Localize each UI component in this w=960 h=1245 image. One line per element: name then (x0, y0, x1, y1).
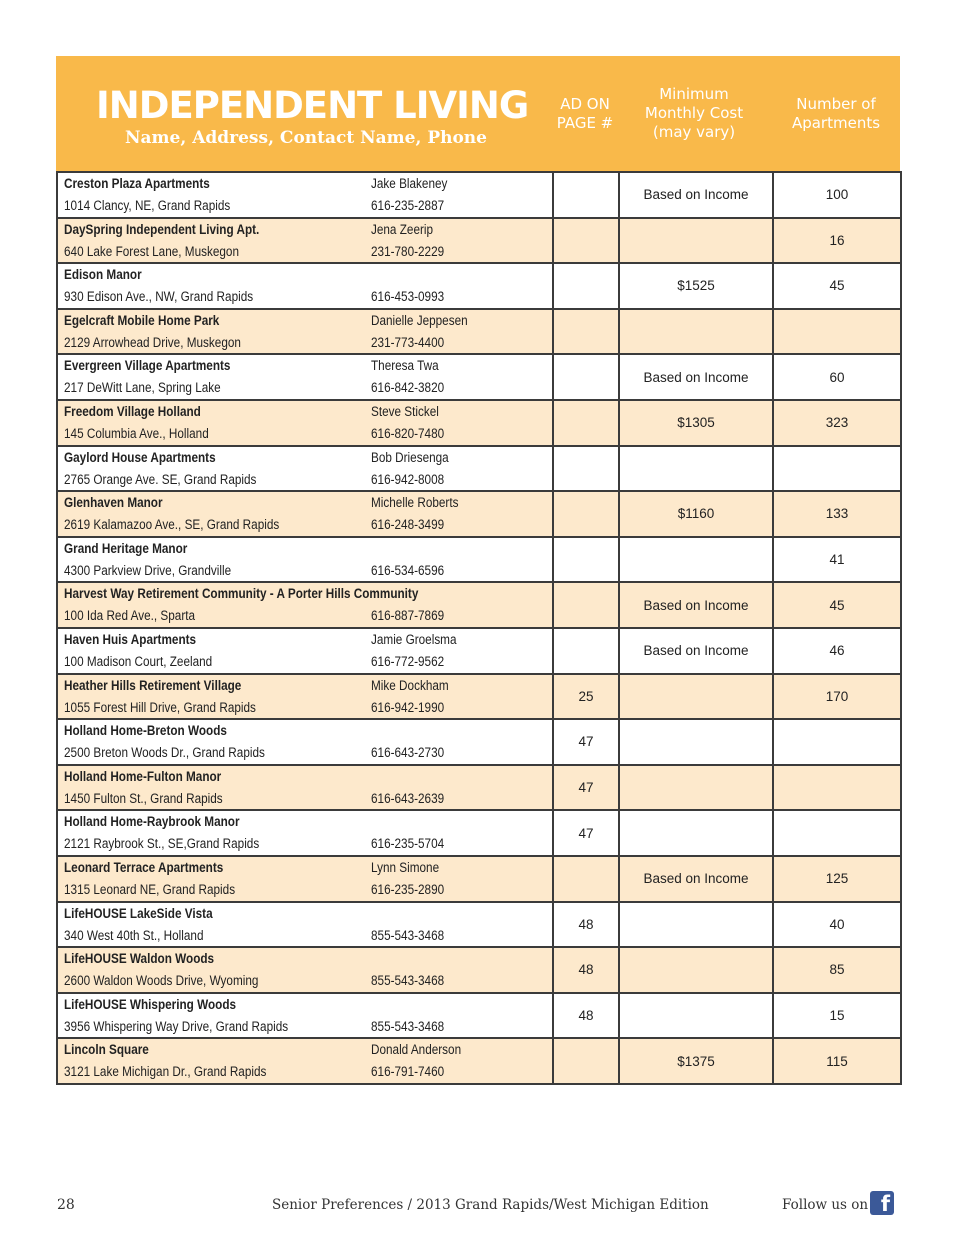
phone-number: 616-248-3499 (371, 517, 445, 533)
column-header-ad-page (553, 56, 617, 171)
monthly-cost-cell: Based on Income (619, 856, 773, 902)
ad-page-cell (553, 537, 619, 583)
monthly-cost-cell (619, 537, 773, 583)
ad-page-cell (553, 172, 619, 218)
apartments-cell (773, 446, 901, 492)
apartments-cell: 100 (773, 172, 901, 218)
column-header-min-cost-line1: Minimum (659, 85, 729, 103)
ad-page-cell (553, 263, 619, 309)
ad-page-cell (553, 354, 619, 400)
phone-number: 616-235-2890 (371, 881, 445, 897)
phone-number: 616-942-8008 (371, 471, 445, 487)
ad-page-cell: 47 (553, 765, 619, 811)
apartments-cell (773, 309, 901, 355)
monthly-cost-cell (619, 947, 773, 993)
facility-address: 2765 Orange Ave. SE, Grand Rapids (64, 471, 257, 487)
facility-name: Holland Home-Breton Woods (64, 723, 227, 739)
monthly-cost-cell: Based on Income (619, 354, 773, 400)
monthly-cost-cell: Based on Income (619, 628, 773, 674)
contact-name: Jena Zeerip (371, 221, 434, 237)
apartments-cell (773, 810, 901, 856)
facility-cell (57, 1038, 553, 1084)
ad-page-cell (553, 218, 619, 264)
monthly-cost-cell (619, 719, 773, 765)
table-row (57, 537, 901, 583)
facility-cell (57, 719, 553, 765)
contact-name: Bob Driesenga (371, 449, 449, 465)
table-row (57, 993, 901, 1039)
phone-number: 616-820-7480 (371, 425, 445, 441)
contact-name: Lynn Simone (371, 859, 440, 875)
facility-name: Haven Huis Apartments (64, 631, 197, 647)
column-header-apartments-line2: Apartments (791, 113, 881, 132)
apartments-cell: 15 (773, 993, 901, 1039)
contact-name: Steve Stickel (371, 403, 439, 419)
facility-address: 930 Edison Ave., NW, Grand Rapids (64, 289, 254, 305)
table-row (57, 719, 901, 765)
facility-name: Grand Heritage Manor (64, 540, 188, 556)
facility-name: Edison Manor (64, 267, 142, 283)
phone-number: 616-235-5704 (371, 836, 445, 852)
facility-address: 100 Ida Red Ave., Sparta (64, 608, 196, 624)
apartments-cell: 85 (773, 947, 901, 993)
phone-number: 616-791-7460 (371, 1064, 445, 1080)
phone-number: 855-543-3468 (371, 973, 445, 989)
facility-name: Creston Plaza Apartments (64, 176, 210, 191)
ad-page-cell (553, 628, 619, 674)
monthly-cost-cell: Based on Income (619, 172, 773, 218)
facility-name: Lincoln Square (64, 1042, 149, 1058)
facility-name: DaySpring Independent Living Apt. (64, 221, 260, 237)
monthly-cost-cell (619, 902, 773, 948)
facility-cell (57, 400, 553, 446)
column-header-ad-page-line2: PAGE # (556, 113, 614, 132)
table-row (57, 400, 901, 446)
phone-number: 616-942-1990 (371, 699, 445, 715)
facility-cell (57, 582, 553, 628)
apartments-cell: 125 (773, 856, 901, 902)
phone-number: 616-772-9562 (371, 653, 445, 669)
facility-cell (57, 765, 553, 811)
ad-page-cell: 48 (553, 993, 619, 1039)
contact-name: Jake Blakeney (371, 176, 448, 191)
facility-address: 1014 Clancy, NE, Grand Rapids (64, 198, 231, 213)
table-row (57, 446, 901, 492)
apartments-cell: 46 (773, 628, 901, 674)
facility-name: LifeHOUSE Waldon Woods (64, 951, 215, 967)
facility-cell (57, 218, 553, 264)
section-title: INDEPENDENT LIVING (96, 84, 529, 127)
apartments-cell: 115 (773, 1038, 901, 1084)
contact-name: Theresa Twa (371, 358, 439, 374)
facility-cell (57, 263, 553, 309)
facility-address: 2500 Breton Woods Dr., Grand Rapids (64, 745, 265, 761)
apartments-cell: 323 (773, 400, 901, 446)
table-row (57, 856, 901, 902)
facility-cell (57, 446, 553, 492)
phone-number: 616-534-6596 (371, 562, 445, 578)
apartments-cell: 133 (773, 491, 901, 537)
phone-number: 231-780-2229 (371, 243, 445, 259)
monthly-cost-cell: Based on Income (619, 582, 773, 628)
facility-cell (57, 947, 553, 993)
facility-cell (57, 856, 553, 902)
apartments-cell: 170 (773, 674, 901, 720)
phone-number: 855-543-3468 (371, 1018, 445, 1034)
facility-address: 2600 Waldon Woods Drive, Wyoming (64, 973, 259, 989)
phone-number: 616-453-0993 (371, 289, 445, 305)
monthly-cost-cell (619, 810, 773, 856)
facility-name: LifeHOUSE LakeSide Vista (64, 905, 213, 921)
facility-address: 640 Lake Forest Lane, Muskegon (64, 243, 239, 259)
contact-name: Danielle Jeppesen (371, 312, 468, 328)
table-row (57, 218, 901, 264)
phone-number: 616-643-2730 (371, 745, 445, 761)
table-row (57, 582, 901, 628)
facility-cell (57, 491, 553, 537)
facility-address: 2619 Kalamazoo Ave., SE, Grand Rapids (64, 517, 280, 533)
facility-name: Egelcraft Mobile Home Park (64, 312, 220, 328)
phone-number: 616-235-2887 (371, 198, 445, 213)
facility-cell (57, 628, 553, 674)
table-row (57, 765, 901, 811)
table-row (57, 309, 901, 355)
section-subtitle: Name, Address, Contact Name, Phone (125, 128, 487, 148)
table-row (57, 491, 901, 537)
column-header-min-cost-line3: (may vary) (652, 123, 736, 141)
facility-cell (57, 354, 553, 400)
column-header-min-cost-line2: Monthly Cost (644, 104, 744, 122)
ad-page-cell: 47 (553, 810, 619, 856)
column-header-apartments (772, 56, 900, 171)
facility-name: Freedom Village Holland (64, 403, 201, 419)
ad-page-cell: 47 (553, 719, 619, 765)
facility-cell (57, 309, 553, 355)
facility-name: Holland Home-Raybrook Manor (64, 814, 240, 830)
facility-address: 217 DeWitt Lane, Spring Lake (64, 380, 221, 396)
monthly-cost-cell: $1525 (619, 263, 773, 309)
column-header-apartments-line1: Number of (796, 94, 876, 113)
publication-title: Senior Preferences / 2013 Grand Rapids/West Michigan Edition (272, 1197, 709, 1213)
ad-page-cell (553, 1038, 619, 1084)
facility-cell (57, 993, 553, 1039)
monthly-cost-cell (619, 674, 773, 720)
facility-cell (57, 902, 553, 948)
facility-cell (57, 537, 553, 583)
table-row (57, 947, 901, 993)
monthly-cost-cell: $1305 (619, 400, 773, 446)
table-row (57, 902, 901, 948)
follow-us-text: Follow us on (782, 1197, 869, 1213)
facility-address: 4300 Parkview Drive, Grandville (64, 562, 232, 578)
table-row (57, 263, 901, 309)
ad-page-cell: 48 (553, 947, 619, 993)
table-row (57, 674, 901, 720)
apartments-cell: 45 (773, 582, 901, 628)
facility-cell (57, 674, 553, 720)
contact-name: Donald Anderson (371, 1042, 462, 1058)
facility-address: 145 Columbia Ave., Holland (64, 425, 209, 441)
table-row (57, 354, 901, 400)
facility-name: Leonard Terrace Apartments (64, 859, 224, 875)
facility-address: 100 Madison Court, Zeeland (64, 653, 213, 669)
apartments-cell (773, 765, 901, 811)
phone-number: 616-887-7869 (371, 608, 445, 624)
monthly-cost-cell (619, 446, 773, 492)
facility-address: 3121 Lake Michigan Dr., Grand Rapids (64, 1064, 267, 1080)
facility-address: 3956 Whispering Way Drive, Grand Rapids (64, 1018, 289, 1034)
column-header-min-cost (623, 56, 765, 171)
ad-page-cell: 48 (553, 902, 619, 948)
apartments-cell (773, 719, 901, 765)
contact-name: Jamie Groelsma (371, 631, 457, 647)
apartments-cell: 45 (773, 263, 901, 309)
facility-name: Evergreen Village Apartments (64, 358, 231, 374)
monthly-cost-cell (619, 309, 773, 355)
facility-cell (57, 172, 553, 218)
ad-page-cell (553, 446, 619, 492)
column-header-ad-page-line1: AD ON (560, 94, 610, 113)
facility-name: LifeHOUSE Whispering Woods (64, 996, 237, 1012)
facebook-icon[interactable]: f (870, 1191, 894, 1215)
ad-page-cell (553, 491, 619, 537)
table-row (57, 810, 901, 856)
facility-address: 1315 Leonard NE, Grand Rapids (64, 881, 236, 897)
facility-name: Harvest Way Retirement Community - A Porter Hills Community (64, 586, 419, 602)
ad-page-cell (553, 582, 619, 628)
ad-page-cell (553, 400, 619, 446)
monthly-cost-cell (619, 765, 773, 811)
contact-name: Mike Dockham (371, 677, 449, 693)
apartments-cell: 40 (773, 902, 901, 948)
table-header (56, 56, 900, 171)
facility-name: Gaylord House Apartments (64, 449, 216, 465)
ad-page-cell: 25 (553, 674, 619, 720)
contact-name: Michelle Roberts (371, 495, 459, 511)
monthly-cost-cell: $1375 (619, 1038, 773, 1084)
facility-name: Glenhaven Manor (64, 495, 163, 511)
facility-address: 1450 Fulton St., Grand Rapids (64, 790, 223, 806)
phone-number: 616-643-2639 (371, 790, 445, 806)
ad-page-cell (553, 309, 619, 355)
monthly-cost-cell (619, 993, 773, 1039)
facility-name: Heather Hills Retirement Village (64, 677, 242, 693)
phone-number: 855-543-3468 (371, 927, 445, 943)
page-number: 28 (57, 1197, 75, 1213)
facility-cell (57, 810, 553, 856)
table-row (57, 628, 901, 674)
table-row (57, 1038, 901, 1084)
facility-address: 340 West 40th St., Holland (64, 927, 204, 943)
independent-living-table (56, 171, 902, 1085)
table-row (57, 172, 901, 218)
facility-address: 2121 Raybrook St., SE,Grand Rapids (64, 836, 260, 852)
phone-number: 616-842-3820 (371, 380, 445, 396)
apartments-cell: 16 (773, 218, 901, 264)
monthly-cost-cell: $1160 (619, 491, 773, 537)
phone-number: 231-773-4400 (371, 334, 445, 350)
facility-address: 2129 Arrowhead Drive, Muskegon (64, 334, 241, 350)
ad-page-cell (553, 856, 619, 902)
facility-name: Holland Home-Fulton Manor (64, 768, 222, 784)
facility-address: 1055 Forest Hill Drive, Grand Rapids (64, 699, 256, 715)
apartments-cell: 60 (773, 354, 901, 400)
apartments-cell: 41 (773, 537, 901, 583)
monthly-cost-cell (619, 218, 773, 264)
